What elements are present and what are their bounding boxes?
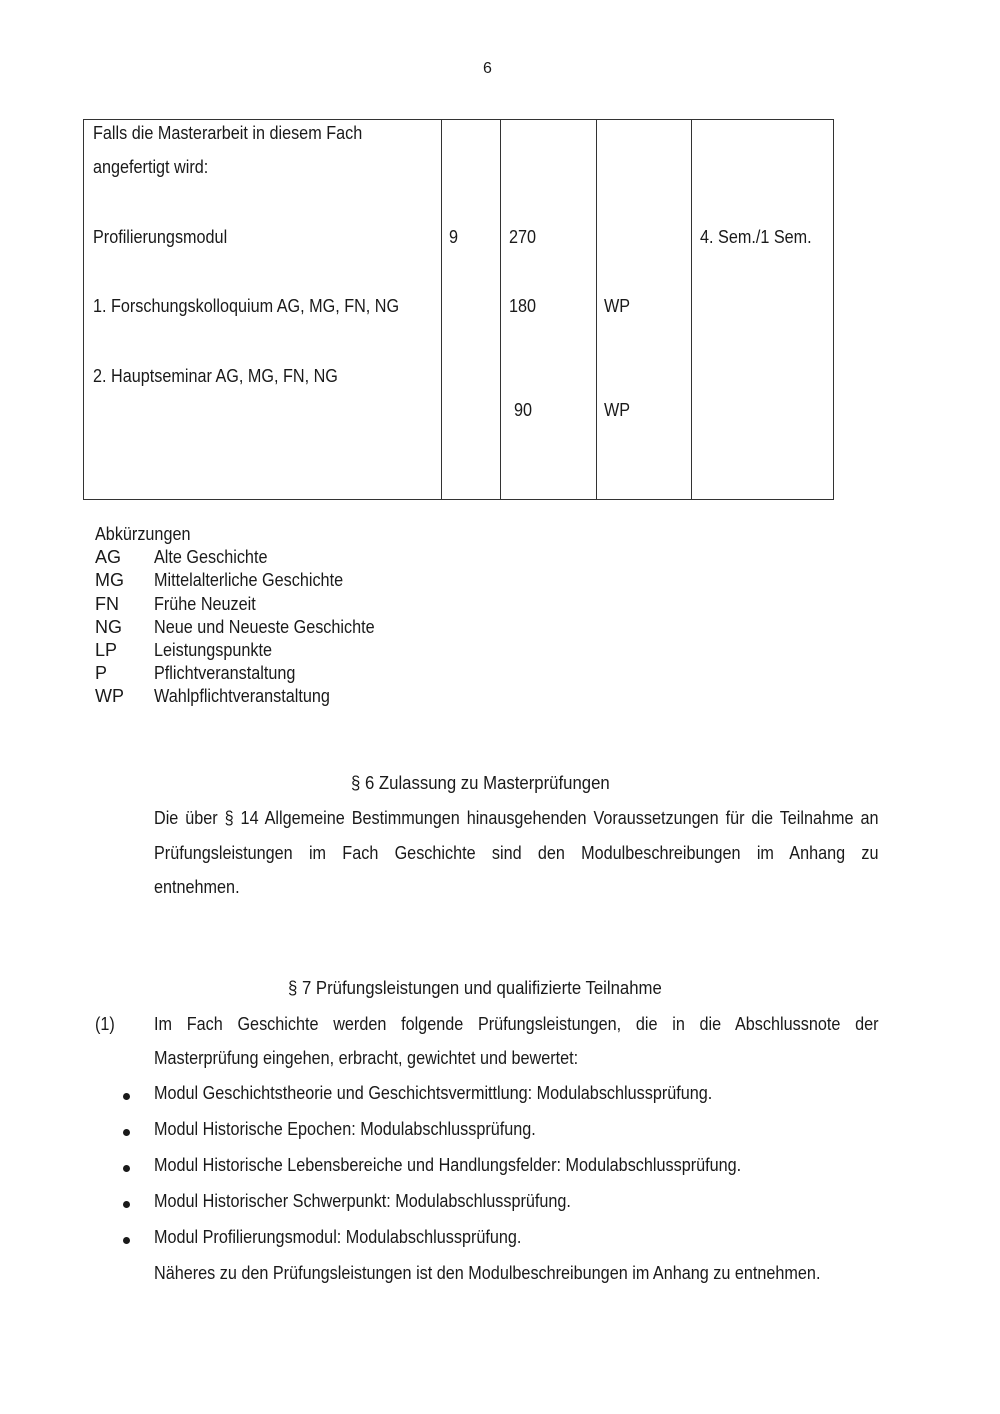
table-row-type: WP [604, 296, 631, 316]
column-divider [441, 120, 442, 499]
abbreviation-value: Mittelalterliche Geschichte [154, 570, 344, 590]
abbreviation-value: Leistungspunkte [154, 640, 272, 660]
table-row-workload: 180 [509, 296, 537, 316]
list-item: Modul Historische Lebensbereiche und Handlungsfelder: Modulabschlussprüfung. [154, 1155, 742, 1175]
abbreviation-key: MG [95, 570, 124, 590]
table-row-lp: 9 [449, 227, 459, 247]
column-divider [596, 120, 597, 499]
column-divider [691, 120, 692, 499]
bullet-icon [123, 1129, 130, 1136]
abbreviation-value: Pflichtveranstaltung [154, 663, 296, 683]
abbreviations-title: Abkürzungen [95, 524, 191, 544]
page-number: 6 [483, 60, 492, 77]
abbreviation-key: NG [95, 617, 122, 637]
table-row-type: WP [604, 400, 631, 420]
table-intro-line: Falls die Masterarbeit in diesem Fach [93, 123, 363, 143]
section-heading: § 6 Zulassung zu Masterprüfungen [351, 773, 610, 793]
abbreviation-key: P [95, 663, 108, 683]
table-row-workload: 90 [514, 400, 533, 420]
module-table [83, 119, 834, 500]
bullet-icon [123, 1165, 130, 1172]
bullet-icon [123, 1201, 130, 1208]
abbreviation-value: Wahlpflichtveranstaltung [154, 686, 330, 706]
abbreviation-value: Alte Geschichte [154, 547, 268, 567]
table-row-label: 2. Hauptseminar AG, MG, FN, NG [93, 366, 338, 386]
table-row-semester: 4. Sem./1 Sem. [700, 227, 812, 247]
abbreviation-value: Frühe Neuzeit [154, 594, 256, 614]
paragraph-line: Masterprüfung eingehen, erbracht, gewichtet und bewertet: [154, 1048, 579, 1068]
list-item: Modul Geschichtstheorie und Geschichtsvermittlung: Modulabschlussprüfung. [154, 1083, 713, 1103]
paragraph-line: Die über § 14 Allgemeine Bestimmungen hinausgehenden Voraussetzungen für die Teilnahme an [154, 808, 879, 828]
table-row-label: 1. Forschungskolloquium AG, MG, FN, NG [93, 296, 400, 316]
table-row-workload: 270 [509, 227, 537, 247]
bullet-icon [123, 1237, 130, 1244]
abbreviation-key: FN [95, 594, 119, 614]
section-heading: § 7 Prüfungsleistungen und qualifizierte Teilnahme [288, 978, 662, 998]
list-item: Modul Profilierungsmodul: Modulabschlussprüfung. [154, 1227, 522, 1247]
abbreviation-key: WP [95, 686, 124, 706]
abbreviation-value: Neue und Neueste Geschichte [154, 617, 375, 637]
table-intro-line: angefertigt wird: [93, 157, 209, 177]
closing-line: Näheres zu den Prüfungsleistungen ist den Modulbeschreibungen im Anhang zu entnehmen. [154, 1263, 821, 1283]
list-item: Modul Historischer Schwerpunkt: Modulabschlussprüfung. [154, 1191, 571, 1211]
paragraph-line: Prüfungsleistungen im Fach Geschichte sind den Modulbeschreibungen im Anhang zu [154, 843, 879, 863]
paragraph-line: entnehmen. [154, 877, 240, 897]
bullet-icon [123, 1093, 130, 1100]
paragraph-number: (1) [95, 1014, 115, 1034]
paragraph-line: Im Fach Geschichte werden folgende Prüfungsleistungen, die in die Abschlussnote der [154, 1014, 879, 1034]
column-divider [500, 120, 501, 499]
abbreviation-key: AG [95, 547, 122, 567]
list-item: Modul Historische Epochen: Modulabschlussprüfung. [154, 1119, 536, 1139]
abbreviation-key: LP [95, 640, 118, 660]
table-row-label: Profilierungsmodul [93, 227, 228, 247]
